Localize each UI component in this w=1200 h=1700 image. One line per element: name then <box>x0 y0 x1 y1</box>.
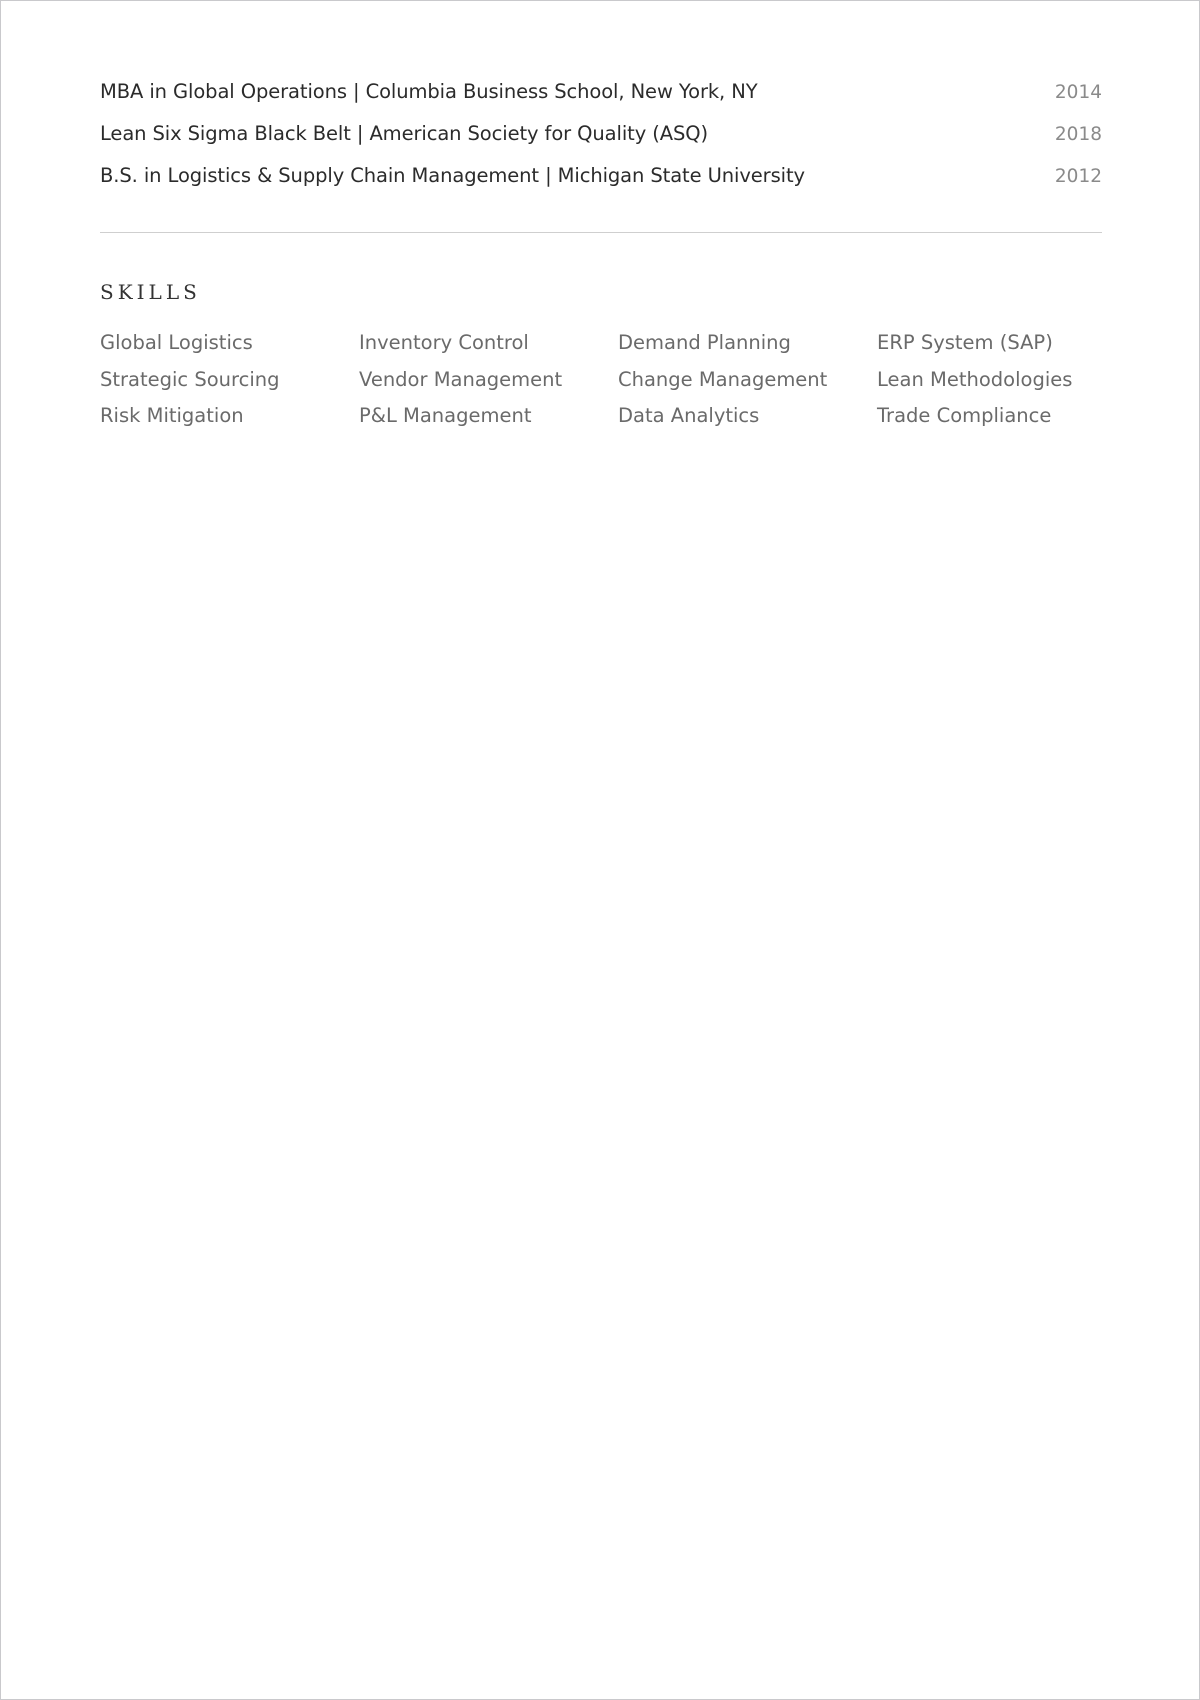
education-list <box>100 71 1102 197</box>
education-year: 2014 <box>1054 82 1102 103</box>
education-entry <box>100 71 1102 113</box>
skill-item: Risk Mitigation <box>100 404 244 427</box>
skill-item: P&L Management <box>359 404 532 427</box>
education-title: MBA in Global Operations | Columbia Business School, New York, NY <box>100 80 758 103</box>
section-divider <box>100 232 1102 233</box>
education-title: B.S. in Logistics & Supply Chain Management | Michigan State University <box>100 164 805 187</box>
skill-item: Lean Methodologies <box>877 367 1073 391</box>
education-year: 2012 <box>1054 166 1102 187</box>
education-title: Lean Six Sigma Black Belt | American Society for Quality (ASQ) <box>100 122 709 145</box>
skill-item: ERP System (SAP) <box>877 331 1053 354</box>
skill-item: Trade Compliance <box>877 404 1052 427</box>
skill-item: Strategic Sourcing <box>100 367 280 391</box>
skill-item: Change Management <box>618 367 828 391</box>
skill-item: Data Analytics <box>618 404 760 427</box>
skill-item: Demand Planning <box>618 331 791 354</box>
skills-heading: SKILLS <box>100 280 201 304</box>
education-entry <box>100 113 1102 155</box>
education-entry <box>100 155 1102 197</box>
skill-item: Inventory Control <box>359 331 529 354</box>
skill-item: Global Logistics <box>100 331 253 354</box>
skill-item: Vendor Management <box>359 367 563 391</box>
skills-grid <box>100 325 1140 435</box>
education-year: 2018 <box>1054 124 1102 145</box>
